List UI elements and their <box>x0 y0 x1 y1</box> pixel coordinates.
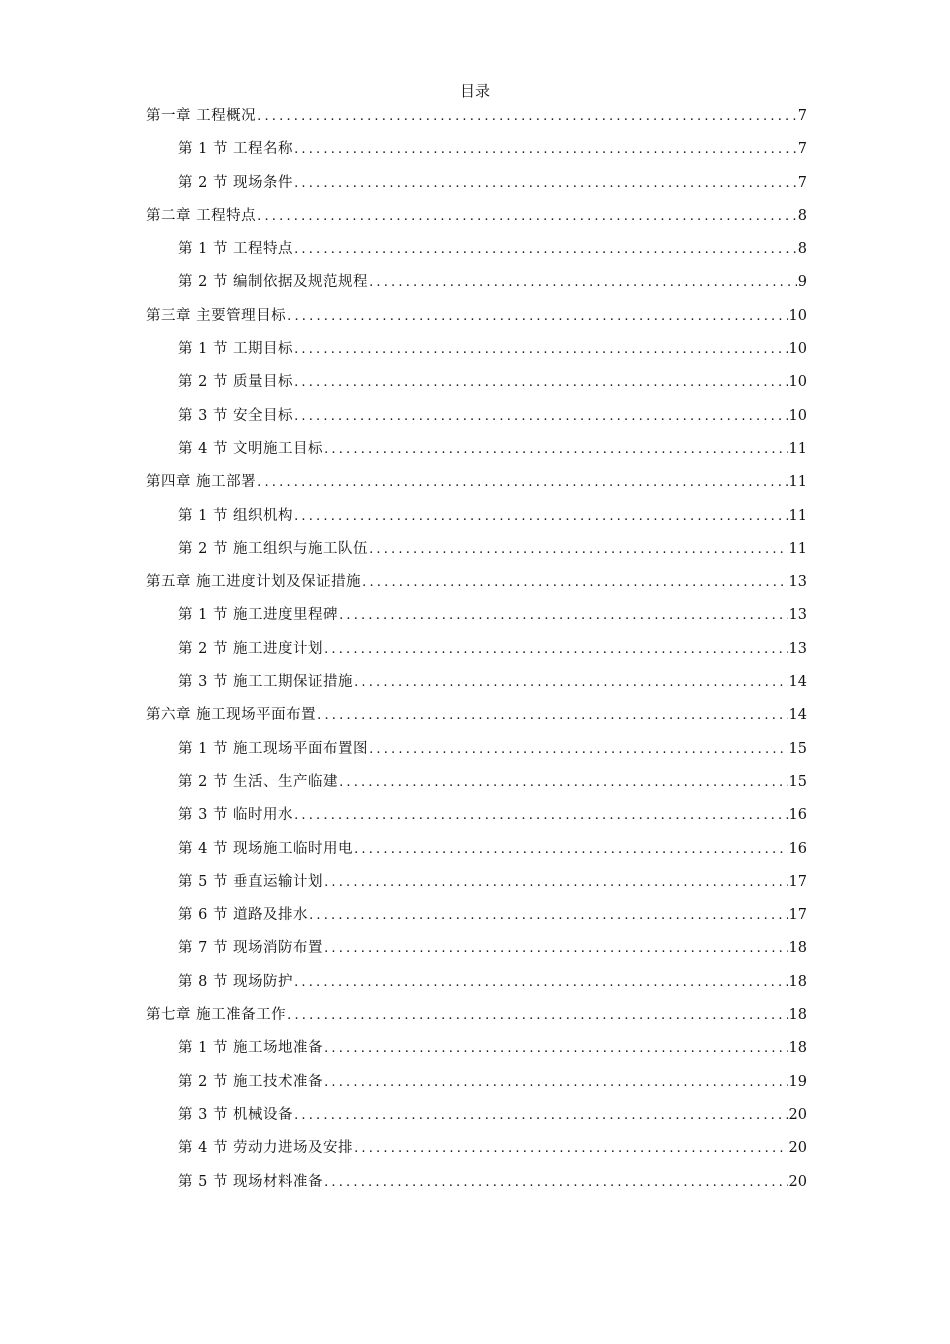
toc-entry-page-number: 9 <box>797 274 807 291</box>
toc-dot-leader <box>354 672 787 694</box>
toc-entry-label: 第 3 节 安全目标 <box>178 407 294 424</box>
toc-entry-page-number: 8 <box>797 207 807 224</box>
toc-dot-leader <box>354 839 787 861</box>
toc-dot-leader <box>339 772 787 794</box>
toc-section-entry[interactable] <box>146 904 807 937</box>
toc-dot-leader <box>294 972 787 994</box>
toc-section-entry[interactable] <box>146 271 807 304</box>
toc-entry-label: 第 1 节 施工现场平面布置图 <box>178 740 369 757</box>
toc-dot-leader <box>362 572 787 594</box>
toc-section-entry[interactable] <box>146 671 807 704</box>
toc-section-entry[interactable] <box>146 1037 807 1070</box>
toc-entry-page-number: 16 <box>788 840 807 857</box>
toc-entry-page-number: 19 <box>788 1073 807 1090</box>
toc-entry-page-number: 20 <box>788 1173 807 1190</box>
toc-entry-label: 第 1 节 工程特点 <box>178 241 294 258</box>
toc-chapter-entry[interactable] <box>146 704 807 737</box>
toc-entry-page-number: 13 <box>788 574 807 591</box>
toc-dot-leader <box>317 705 787 727</box>
toc-entry-label: 第 2 节 施工技术准备 <box>178 1073 324 1090</box>
toc-dot-leader <box>324 1172 787 1194</box>
toc-entry-label: 第 4 节 劳动力进场及安排 <box>178 1140 354 1157</box>
table-of-contents <box>146 105 807 1204</box>
toc-entry-page-number: 15 <box>788 773 807 790</box>
toc-dot-leader <box>294 173 797 195</box>
toc-section-entry[interactable] <box>146 1104 807 1137</box>
toc-section-entry[interactable] <box>146 604 807 637</box>
toc-title: 目录 <box>459 82 490 100</box>
toc-entry-page-number: 16 <box>788 807 807 824</box>
toc-entry-label: 第 2 节 施工组织与施工队伍 <box>178 540 369 557</box>
toc-entry-label: 第七章 施工准备工作 <box>146 1007 287 1024</box>
toc-section-entry[interactable] <box>146 738 807 771</box>
toc-chapter-entry[interactable] <box>146 205 807 238</box>
toc-entry-label: 第 7 节 现场消防布置 <box>178 940 324 957</box>
toc-dot-leader <box>324 872 787 894</box>
toc-entry-label: 第 4 节 现场施工临时用电 <box>178 840 354 857</box>
toc-entry-page-number: 7 <box>797 141 807 158</box>
toc-entry-label: 第 1 节 工程名称 <box>178 141 294 158</box>
toc-section-entry[interactable] <box>146 505 807 538</box>
toc-section-entry[interactable] <box>146 405 807 438</box>
toc-entry-page-number: 7 <box>797 174 807 191</box>
toc-section-entry[interactable] <box>146 238 807 271</box>
toc-dot-leader <box>324 938 787 960</box>
toc-entry-label: 第 2 节 现场条件 <box>178 174 294 191</box>
toc-entry-label: 第四章 施工部署 <box>146 474 257 491</box>
toc-dot-leader <box>257 472 787 494</box>
toc-section-entry[interactable] <box>146 638 807 671</box>
toc-entry-page-number: 20 <box>788 1140 807 1157</box>
toc-section-entry[interactable] <box>146 804 807 837</box>
toc-entry-page-number: 11 <box>788 507 807 524</box>
toc-dot-leader <box>257 206 797 228</box>
toc-entry-label: 第一章 工程概况 <box>146 108 257 124</box>
toc-entry-page-number: 20 <box>788 1106 807 1123</box>
toc-section-entry[interactable] <box>146 438 807 471</box>
toc-section-entry[interactable] <box>146 172 807 205</box>
toc-entry-label: 第 1 节 施工场地准备 <box>178 1040 324 1057</box>
toc-section-entry[interactable] <box>146 1137 807 1170</box>
toc-entry-page-number: 7 <box>797 108 807 124</box>
toc-dot-leader <box>294 139 797 161</box>
toc-entry-page-number: 8 <box>797 241 807 258</box>
toc-dot-leader <box>294 1105 787 1127</box>
toc-entry-label: 第 3 节 施工工期保证措施 <box>178 674 354 691</box>
toc-dot-leader <box>324 1038 787 1060</box>
toc-entry-page-number: 18 <box>788 1007 807 1024</box>
toc-entry-label: 第 5 节 现场材料准备 <box>178 1173 324 1190</box>
toc-entry-page-number: 18 <box>788 940 807 957</box>
toc-section-entry[interactable] <box>146 871 807 904</box>
toc-entry-page-number: 10 <box>788 374 807 391</box>
toc-dot-leader <box>287 306 787 328</box>
toc-entry-page-number: 11 <box>788 440 807 457</box>
toc-entry-label: 第 2 节 生活、生产临建 <box>178 773 339 790</box>
toc-entry-label: 第三章 主要管理目标 <box>146 307 287 324</box>
toc-section-entry[interactable] <box>146 538 807 571</box>
toc-section-entry[interactable] <box>146 338 807 371</box>
toc-dot-leader <box>287 1005 787 1027</box>
toc-section-entry[interactable] <box>146 937 807 970</box>
toc-section-entry[interactable] <box>146 838 807 871</box>
toc-entry-label: 第 3 节 临时用水 <box>178 807 294 824</box>
toc-dot-leader <box>369 272 797 294</box>
toc-dot-leader <box>369 539 787 561</box>
toc-section-entry[interactable] <box>146 1171 807 1204</box>
toc-entry-label: 第 1 节 工期目标 <box>178 341 294 358</box>
toc-entry-page-number: 17 <box>788 907 807 924</box>
toc-entry-page-number: 11 <box>788 540 807 557</box>
toc-section-entry[interactable] <box>146 138 807 171</box>
toc-chapter-entry[interactable] <box>146 571 807 604</box>
toc-entry-label: 第 2 节 编制依据及规范规程 <box>178 274 369 291</box>
toc-entry-label: 第 6 节 道路及排水 <box>178 907 309 924</box>
toc-dot-leader <box>324 639 787 661</box>
toc-entry-label: 第二章 工程特点 <box>146 207 257 224</box>
toc-dot-leader <box>294 339 787 361</box>
toc-entry-page-number: 15 <box>788 740 807 757</box>
toc-entry-label: 第 5 节 垂直运输计划 <box>178 873 324 890</box>
toc-dot-leader <box>369 739 787 761</box>
toc-entry-page-number: 17 <box>788 873 807 890</box>
toc-entry-page-number: 10 <box>788 341 807 358</box>
toc-entry-page-number: 18 <box>788 1040 807 1057</box>
toc-entry-label: 第 8 节 现场防护 <box>178 973 294 990</box>
toc-section-entry[interactable] <box>146 1071 807 1104</box>
toc-section-entry[interactable] <box>146 971 807 1004</box>
toc-dot-leader <box>257 106 797 128</box>
toc-entry-label: 第 1 节 施工进度里程碑 <box>178 607 339 624</box>
toc-entry-page-number: 13 <box>788 607 807 624</box>
toc-entry-label: 第五章 施工进度计划及保证措施 <box>146 574 362 591</box>
toc-entry-page-number: 10 <box>788 307 807 324</box>
toc-entry-page-number: 14 <box>788 707 807 724</box>
toc-chapter-entry[interactable] <box>146 471 807 504</box>
toc-entry-page-number: 10 <box>788 407 807 424</box>
toc-entry-label: 第 3 节 机械设备 <box>178 1106 294 1123</box>
toc-dot-leader <box>324 1072 787 1094</box>
toc-dot-leader <box>294 805 787 827</box>
toc-entry-page-number: 11 <box>788 474 807 491</box>
toc-dot-leader <box>294 506 787 528</box>
toc-section-entry[interactable] <box>146 771 807 804</box>
toc-entry-label: 第 1 节 组织机构 <box>178 507 294 524</box>
toc-dot-leader <box>354 1138 787 1160</box>
toc-dot-leader <box>294 239 797 261</box>
toc-chapter-entry[interactable] <box>146 305 807 338</box>
toc-entry-label: 第 2 节 施工进度计划 <box>178 640 324 657</box>
toc-dot-leader <box>294 372 787 394</box>
toc-entry-page-number: 13 <box>788 640 807 657</box>
toc-entry-label: 第 4 节 文明施工目标 <box>178 440 324 457</box>
toc-entry-label: 第 2 节 质量目标 <box>178 374 294 391</box>
toc-entry-page-number: 18 <box>788 973 807 990</box>
toc-dot-leader <box>294 406 787 428</box>
toc-dot-leader <box>339 605 787 627</box>
toc-entry-label: 第六章 施工现场平面布置 <box>146 707 317 724</box>
toc-chapter-entry[interactable] <box>146 1004 807 1037</box>
toc-section-entry[interactable] <box>146 371 807 404</box>
toc-dot-leader <box>324 439 787 461</box>
toc-entry-page-number: 14 <box>788 674 807 691</box>
toc-dot-leader <box>309 905 787 927</box>
toc-chapter-entry[interactable] <box>146 105 807 138</box>
